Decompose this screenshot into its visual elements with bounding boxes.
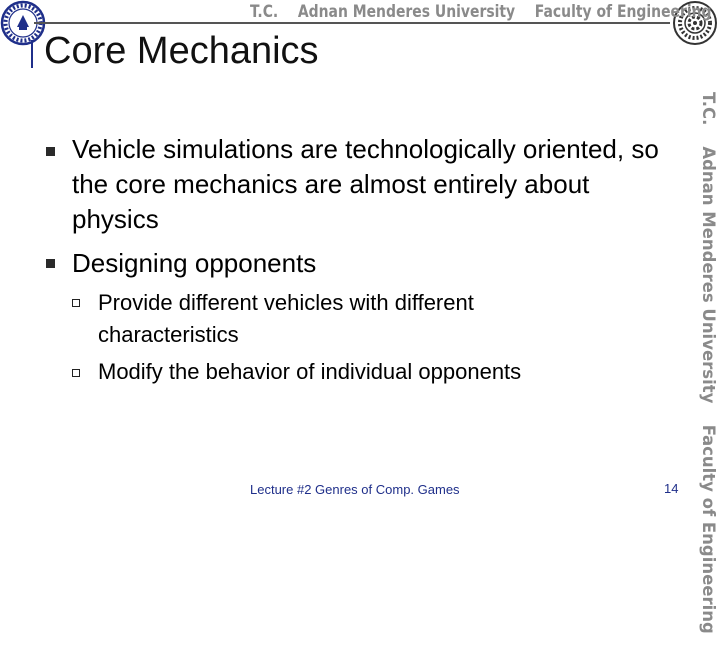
bullet-marker xyxy=(46,147,55,156)
side-banner xyxy=(698,92,718,650)
page-number: 14 xyxy=(664,481,679,496)
title-accent-bar xyxy=(31,40,33,68)
sub-bullet-item: Provide different vehicles with different characteristics xyxy=(98,290,474,347)
header-divider xyxy=(34,22,670,24)
side-faculty: Faculty of Engineering xyxy=(698,424,718,635)
header-banner xyxy=(250,2,720,22)
side-university: Adnan Menderes University xyxy=(698,146,718,404)
sub-bullet-marker xyxy=(72,299,80,307)
footer-text: Lecture #2 Genres of Comp. Games xyxy=(250,482,460,497)
header-university: Adnan Menderes University xyxy=(297,2,516,22)
sub-bullet-item: Modify the behavior of individual opponents xyxy=(98,359,522,384)
side-institution: T.C. xyxy=(698,92,718,126)
header-institution: T.C. xyxy=(250,2,279,22)
bullet-marker xyxy=(46,259,55,268)
bullet-item: Designing opponents xyxy=(72,248,317,278)
header-faculty: Faculty of Engineering xyxy=(534,2,712,22)
bullet-item: Vehicle simulations are technologically oriented, so the core mechanics are almost entirely about physics xyxy=(72,134,659,234)
sub-bullet-marker xyxy=(72,369,80,377)
slide-title: Core Mechanics xyxy=(44,30,319,72)
